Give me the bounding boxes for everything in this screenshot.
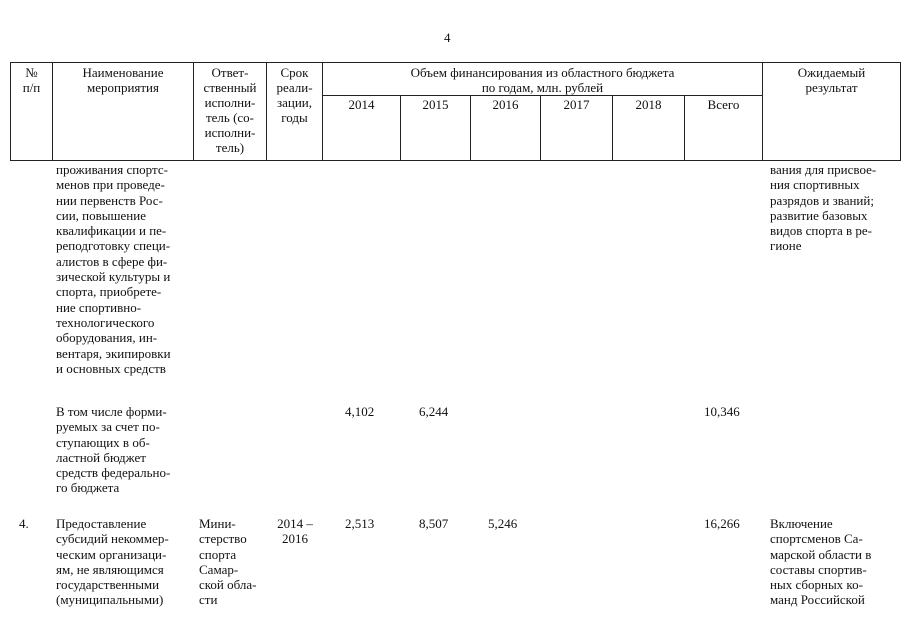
row4-2014-value: 2,513: [345, 516, 375, 531]
row4-name: Предоставление субсидий некоммер- ческим организаци- ям, не являющимся государственными (муниципальными): [56, 516, 169, 608]
header-year-2016: 2016: [492, 97, 519, 112]
header-year-2014: 2014: [348, 97, 375, 112]
sub-row-name: В том числе форми- руемых за счет по- ступающих в об- ластной бюджет средств федерально- го бюджета: [56, 404, 171, 496]
header-year-2017: 2017: [563, 97, 590, 112]
years-divider-line: [322, 95, 762, 96]
header-total: Всего: [707, 97, 740, 112]
header-no: № п/п: [22, 65, 41, 95]
col-line-11: [900, 62, 901, 160]
row4-term: 2014 – 2016: [277, 516, 313, 547]
row4-2016-value: 5,246: [488, 516, 518, 531]
cont-row-name: проживания спортс- менов при проведе- нии первенств Рос- сии, повышение квалификации и пе- реподготовку специ- алистов в сфере фи- зической культуры и спорта, приобрете- ние спортивно- технологического оборудования, ин- вентаря, экипировки и основных средств: [56, 162, 171, 376]
cont-row-result: вания для присвое- ния спортивных разрядов и званий; развитие базовых видов спорта в ре- гионе: [770, 162, 877, 254]
table-top-border: [10, 62, 901, 63]
header-name: Наименование мероприятия: [82, 65, 164, 95]
header-bottom-border: [10, 160, 901, 161]
row4-result: Включение спортсменов Са- марской области в составы спортив- ных сборных ко- манд Российской: [770, 516, 872, 608]
header-term: Срок реали- зации, годы: [276, 65, 313, 125]
row4-total-value: 16,266: [704, 516, 740, 531]
sub-row-2014-value: 4,102: [345, 404, 375, 419]
header-executor: Ответ- ственный исполни- тель (со- исполни- тель): [203, 65, 257, 155]
sub-row-total-value: 10,346: [704, 404, 740, 419]
row4-number: 4.: [19, 516, 29, 531]
header-year-2015: 2015: [422, 97, 449, 112]
header-funding: Объем финансирования из областного бюджета по годам, млн. рублей: [410, 65, 675, 95]
header-year-2018: 2018: [635, 97, 662, 112]
row4-2015-value: 8,507: [419, 516, 449, 531]
row4-executor: Мини- стерство спорта Самар- ской обла- сти: [199, 516, 257, 608]
page-number: 4: [444, 30, 451, 45]
header-result: Ожидаемый результат: [797, 65, 866, 95]
sub-row-2015-value: 6,244: [419, 404, 449, 419]
